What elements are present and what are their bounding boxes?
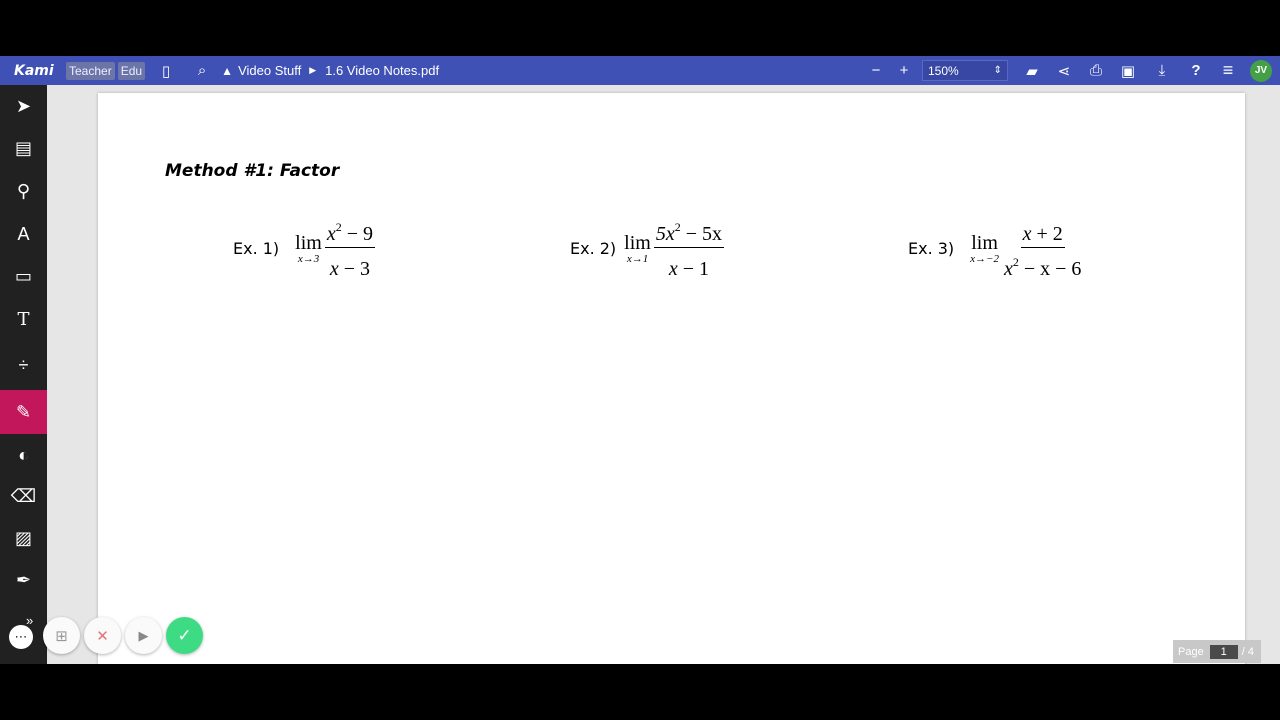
page-label: Page (1178, 645, 1204, 658)
resume-recording-button[interactable]: ▶ (125, 617, 162, 654)
finish-recording-button[interactable]: ✓ (166, 617, 203, 654)
example-label: Ex. 3) (908, 238, 955, 258)
select-tool-icon[interactable]: ➤ (15, 95, 32, 116)
kami-logo[interactable]: Kami (14, 62, 54, 79)
pdf-page[interactable] (98, 93, 1245, 664)
denominator (328, 248, 372, 281)
google-drive-icon: ▲ (221, 63, 233, 78)
den-term: x (1003, 258, 1013, 280)
den-rest: − x − 6 (1018, 258, 1082, 280)
lim-word: lim (971, 231, 998, 254)
zoom-out-button[interactable]: − (871, 62, 881, 79)
fraction (654, 215, 724, 281)
signature-tool-icon[interactable]: ✒ (15, 569, 32, 590)
page-total: / 4 (1241, 645, 1254, 658)
numerator (1021, 215, 1065, 248)
image-tool-icon[interactable]: ▨ (14, 527, 32, 548)
text-box-tool-icon[interactable]: A (17, 223, 30, 244)
menu-icon[interactable]: ≡ (1222, 60, 1234, 80)
print-icon[interactable]: ⎙ (1089, 62, 1102, 79)
example-3 (908, 215, 1083, 281)
lim-subscript: x→3 (297, 252, 320, 265)
speech-tool-icon[interactable]: ▭ (14, 265, 32, 286)
user-avatar[interactable]: JV (1250, 60, 1272, 82)
expand-tools-icon[interactable]: » (26, 613, 34, 628)
markup-tool-icon[interactable]: ▤ (14, 137, 32, 158)
denominator (667, 248, 711, 281)
limit-operator (295, 232, 322, 265)
fraction (325, 215, 375, 281)
num-term: x (326, 223, 336, 245)
zoom-caret-icon: ⇕ (993, 65, 1002, 76)
page-number-input[interactable]: 1 (1210, 645, 1238, 659)
num-exponent: 2 (674, 220, 681, 234)
zoom-in-button[interactable]: + (899, 62, 909, 79)
more-options-button[interactable]: ⋯ (9, 625, 33, 649)
drawing-tool-icon[interactable]: ✎ (0, 390, 47, 434)
lim-subscript: x→1 (626, 252, 649, 265)
text-tool-icon[interactable]: T (17, 308, 30, 330)
num-rest: − 9 (341, 223, 374, 245)
document-viewer[interactable] (47, 85, 1280, 664)
den-term: x (329, 258, 339, 280)
example-2 (570, 215, 724, 281)
numerator (654, 215, 724, 248)
num-rest: + 2 (1031, 223, 1063, 245)
lim-subscript: x→−2 (970, 252, 999, 265)
camera-toggle-button[interactable]: ⊞ (43, 617, 80, 654)
top-toolbar (0, 56, 1280, 85)
num-exponent: 2 (335, 220, 342, 234)
lim-word: lim (624, 231, 651, 254)
help-icon[interactable]: ? (1191, 62, 1201, 79)
example-label: Ex. 1) (233, 238, 280, 258)
search-icon[interactable]: ⌕ (197, 62, 207, 79)
num-rest: − 5x (680, 223, 723, 245)
breadcrumb-folder[interactable]: Video Stuff (238, 63, 302, 78)
breadcrumb-file[interactable]: 1.6 Video Notes.pdf (325, 63, 440, 78)
zoom-value: 150% (928, 63, 959, 78)
eraser-tool-icon[interactable]: ⌫ (10, 485, 37, 506)
den-exponent: 2 (1012, 255, 1019, 269)
lim-word: lim (295, 231, 322, 254)
download-icon[interactable]: ⤓ (1158, 62, 1166, 79)
breadcrumb-caret-icon: ▶ (309, 65, 317, 75)
den-rest: − 3 (338, 258, 371, 280)
zoom-select[interactable] (922, 60, 1008, 81)
sidebar-toggle-icon[interactable]: ▯ (161, 62, 171, 80)
den-term: x (668, 258, 678, 280)
save-icon[interactable]: ▣ (1120, 62, 1136, 80)
share-icon[interactable]: ⋖ (1057, 62, 1071, 80)
cancel-recording-button[interactable]: ✕ (84, 617, 121, 654)
edu-badge: Edu (118, 62, 145, 80)
teacher-badge: Teacher (66, 62, 115, 80)
page-indicator (1173, 640, 1261, 663)
den-rest: − 1 (677, 258, 710, 280)
fraction (1002, 215, 1083, 281)
page-heading: Method #1: Factor (165, 161, 340, 181)
denominator (1002, 248, 1083, 281)
comment-tool-icon[interactable]: ⚲ (16, 180, 31, 201)
numerator (325, 215, 375, 248)
num-term: x (1022, 223, 1032, 245)
limit-operator (624, 232, 651, 265)
shapes-tool-icon[interactable]: ◐ (18, 444, 29, 465)
limit-operator (970, 232, 999, 265)
num-term: 5x (655, 223, 675, 245)
example-1 (233, 215, 375, 281)
example-label: Ex. 2) (570, 238, 617, 258)
tool-sidebar (0, 85, 47, 664)
open-folder-icon[interactable]: ▰ (1026, 62, 1038, 80)
equation-tool-icon[interactable]: ÷ (18, 354, 29, 375)
